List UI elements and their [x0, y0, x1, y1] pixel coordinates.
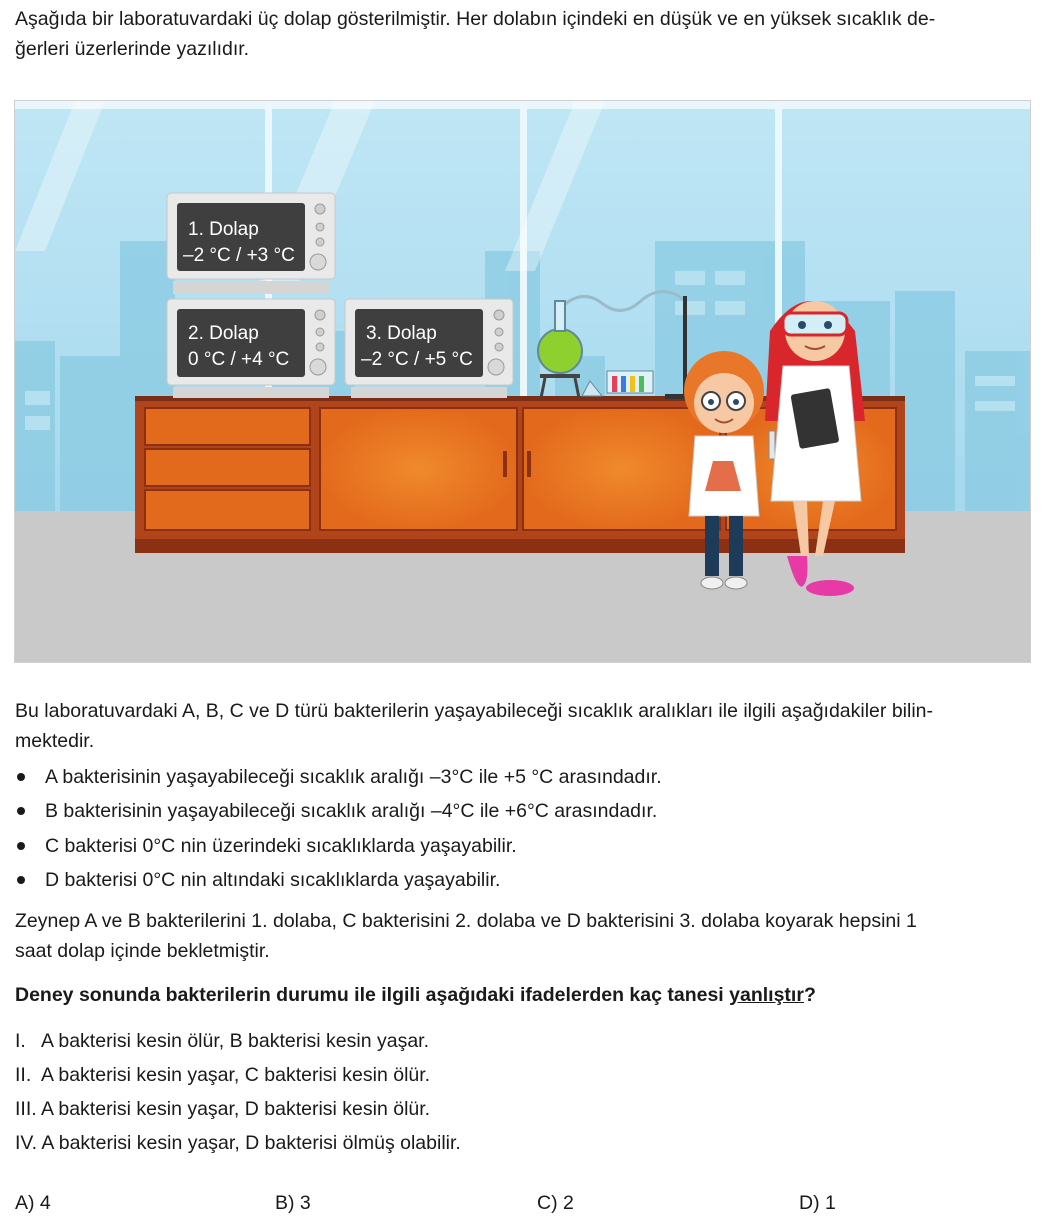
question-text: Deney sonunda bakterilerin durumu ile ilgili aşağıdaki ifadelerden kaç tanesi: [15, 984, 730, 1006]
bullet-text: B bakterisinin yaşayabileceği sıcaklık aralığı –4°C ile +6°C arasındadır.: [45, 800, 658, 823]
statement-iii: III. A bakterisi kesin yaşar, D bakterisi kesin ölür.: [15, 1098, 431, 1120]
question-mark: ?: [803, 984, 816, 1006]
lab-illustration: [14, 100, 1031, 663]
experiment-line-2: saat dolap içinde bekletmiştir.: [15, 940, 270, 962]
statements-list: [15, 1026, 1033, 1162]
bullet-dot: [17, 807, 25, 815]
cabinet-1-label: 1. Dolap: [188, 219, 259, 240]
list-item: [15, 762, 1033, 796]
experiment-paragraph: [15, 906, 1033, 966]
answer-choices: [15, 1188, 1033, 1222]
cabinet-3-range: –2 °C / +5 °C: [361, 349, 473, 370]
intro-line-2: ğerleri üzerlerinde yazılıdır.: [15, 38, 250, 60]
list-item: [15, 796, 1033, 830]
cabinet-1-range: –2 °C / +3 °C: [183, 245, 295, 266]
intro-paragraph: [15, 4, 1033, 64]
bullet-text: C bakterisi 0°C nin üzerindeki sıcaklıklarda yaşayabilir.: [45, 834, 517, 857]
bullet-text: D bakterisi 0°C nin altındaki sıcaklıklarda yaşayabilir.: [45, 868, 501, 891]
statement-ii: II. A bakterisi kesin yaşar, C bakterisi kesin ölür.: [15, 1064, 431, 1086]
statement-iv: IV. A bakterisi kesin yaşar, D bakterisi ölmüş olabilir.: [15, 1132, 461, 1154]
cabinet-1: [167, 193, 335, 294]
cabinet-3-label: 3. Dolap: [366, 323, 437, 344]
cabinet-2-range: 0 °C / +4 °C: [188, 349, 290, 370]
cabinet-2-label: 2. Dolap: [188, 323, 259, 344]
cabinet-3: [345, 299, 513, 398]
choice-c[interactable]: C) 2: [537, 1192, 574, 1214]
cabinet-2: [167, 299, 335, 398]
bacteria-intro-paragraph: [15, 696, 1033, 756]
list-item: [15, 831, 1033, 865]
statement-i: I. A bakterisi kesin ölür, B bakterisi kesin yaşar.: [15, 1030, 430, 1052]
intro-line-1: Aşağıda bir laboratuvardaki üç dolap gösterilmiştir. Her dolabın içindeki en düşük ve en yüksek sıcaklık de-: [15, 8, 936, 30]
bullet-text: A bakterisinin yaşayabileceği sıcaklık aralığı –3°C ile +5 °C arasındadır.: [45, 766, 662, 788]
bullet-dot: [17, 842, 25, 850]
bacteria-intro-line-2: mektedir.: [15, 730, 95, 752]
question-stem: [15, 980, 1033, 1010]
experiment-line-1: Zeynep A ve B bakterilerini 1. dolaba, C bakterisini 2. dolaba ve D bakterisini 3. dolaba koyarak hepsini 1: [15, 910, 917, 932]
bacteria-intro-line-1: Bu laboratuvardaki A, B, C ve D türü bakterilerin yaşayabileceği sıcaklık aralıkları ile ilgili aşağıdakiler bilin-: [15, 700, 933, 722]
choice-a[interactable]: A) 4: [15, 1192, 51, 1214]
choice-d[interactable]: D) 1: [799, 1192, 836, 1214]
question-underlined-word: yanlıştır: [729, 984, 804, 1006]
bullet-dot: [17, 876, 25, 884]
list-item: [15, 865, 1033, 899]
bullet-dot: [17, 773, 25, 781]
bacteria-facts-list: [15, 762, 1033, 899]
choice-b[interactable]: B) 3: [275, 1192, 311, 1214]
